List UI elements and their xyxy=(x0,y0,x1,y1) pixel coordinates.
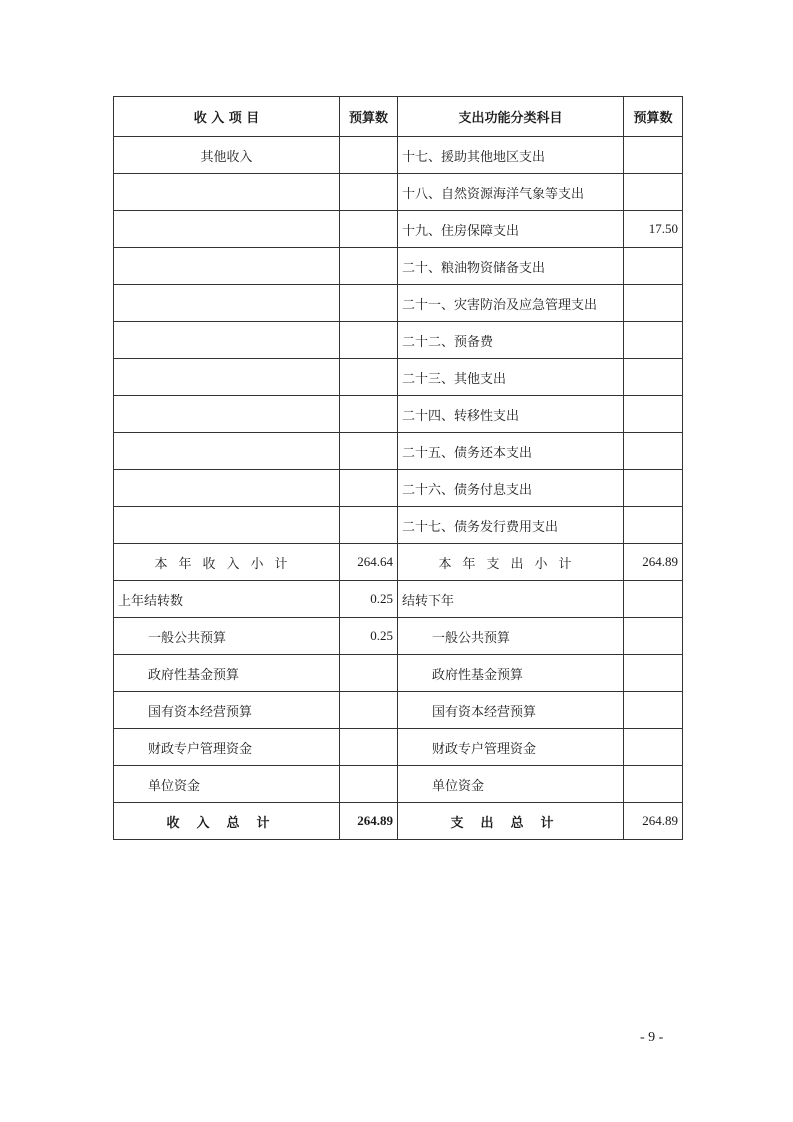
income-sub-item: 一般公共预算 xyxy=(114,618,340,655)
income-item xyxy=(114,322,340,359)
expense-value xyxy=(624,507,683,544)
expense-sub-value xyxy=(624,655,683,692)
table-row xyxy=(114,507,683,544)
sub-item-row xyxy=(114,655,683,692)
header-income-budget: 预算数 xyxy=(340,97,398,137)
income-item xyxy=(114,433,340,470)
income-value xyxy=(340,433,398,470)
income-total-value: 264.89 xyxy=(340,803,398,840)
total-row xyxy=(114,803,683,840)
table-row xyxy=(114,396,683,433)
expense-sub-value xyxy=(624,692,683,729)
expense-value xyxy=(624,248,683,285)
income-carry-label: 上年结转数 xyxy=(114,581,340,618)
header-income-item: 收 入 项 目 xyxy=(114,97,340,137)
income-value xyxy=(340,285,398,322)
income-item xyxy=(114,470,340,507)
expense-item: 二十、粮油物资储备支出 xyxy=(398,248,624,285)
income-sub-item: 国有资本经营预算 xyxy=(114,692,340,729)
income-carry-value: 0.25 xyxy=(340,581,398,618)
sub-item-row xyxy=(114,729,683,766)
header-expense-item: 支出功能分类科目 xyxy=(398,97,624,137)
table-row xyxy=(114,470,683,507)
expense-sub-value xyxy=(624,618,683,655)
expense-item: 二十三、其他支出 xyxy=(398,359,624,396)
header-expense-budget: 预算数 xyxy=(624,97,683,137)
expense-total-label: 支出总计 xyxy=(398,803,624,840)
table-row xyxy=(114,359,683,396)
carry-row xyxy=(114,581,683,618)
table-row xyxy=(114,137,683,174)
expense-total-value: 264.89 xyxy=(624,803,683,840)
income-item xyxy=(114,285,340,322)
income-sub-value xyxy=(340,655,398,692)
income-item xyxy=(114,396,340,433)
income-value xyxy=(340,396,398,433)
income-item xyxy=(114,248,340,285)
budget-table xyxy=(113,96,683,840)
expense-value: 17.50 xyxy=(624,211,683,248)
expense-value xyxy=(624,285,683,322)
table-row xyxy=(114,433,683,470)
table-header-row xyxy=(114,97,683,137)
income-item: 其他收入 xyxy=(114,137,340,174)
expense-subtotal-value: 264.89 xyxy=(624,544,683,581)
expense-item: 十八、自然资源海洋气象等支出 xyxy=(398,174,624,211)
income-item xyxy=(114,359,340,396)
table-row xyxy=(114,174,683,211)
income-total-label: 收入总计 xyxy=(114,803,340,840)
expense-item: 十九、住房保障支出 xyxy=(398,211,624,248)
expense-item: 十七、援助其他地区支出 xyxy=(398,137,624,174)
expense-sub-value xyxy=(624,766,683,803)
table-row xyxy=(114,211,683,248)
expense-sub-item: 政府性基金预算 xyxy=(398,655,624,692)
expense-value xyxy=(624,433,683,470)
income-sub-item: 政府性基金预算 xyxy=(114,655,340,692)
income-sub-item: 财政专户管理资金 xyxy=(114,729,340,766)
income-value xyxy=(340,507,398,544)
expense-sub-item: 一般公共预算 xyxy=(398,618,624,655)
expense-sub-item: 财政专户管理资金 xyxy=(398,729,624,766)
subtotal-row xyxy=(114,544,683,581)
income-value xyxy=(340,248,398,285)
income-sub-item: 单位资金 xyxy=(114,766,340,803)
expense-sub-item: 国有资本经营预算 xyxy=(398,692,624,729)
sub-item-row xyxy=(114,618,683,655)
income-sub-value xyxy=(340,766,398,803)
income-subtotal-value: 264.64 xyxy=(340,544,398,581)
expense-item: 二十六、债务付息支出 xyxy=(398,470,624,507)
income-item xyxy=(114,507,340,544)
sub-item-row xyxy=(114,692,683,729)
table-row xyxy=(114,285,683,322)
income-value xyxy=(340,470,398,507)
expense-value xyxy=(624,396,683,433)
page-number: - 9 - xyxy=(640,1030,664,1045)
income-item xyxy=(114,174,340,211)
expense-sub-item: 单位资金 xyxy=(398,766,624,803)
expense-item: 二十七、债务发行费用支出 xyxy=(398,507,624,544)
income-sub-value xyxy=(340,729,398,766)
income-value xyxy=(340,211,398,248)
expense-subtotal-label: 本年支出小计 xyxy=(398,544,624,581)
sub-item-row xyxy=(114,766,683,803)
expense-value xyxy=(624,137,683,174)
expense-item: 二十二、预备费 xyxy=(398,322,624,359)
income-sub-value xyxy=(340,692,398,729)
table-row xyxy=(114,248,683,285)
expense-value xyxy=(624,322,683,359)
expense-sub-value xyxy=(624,729,683,766)
income-sub-value: 0.25 xyxy=(340,618,398,655)
expense-item: 二十四、转移性支出 xyxy=(398,396,624,433)
expense-value xyxy=(624,470,683,507)
income-value xyxy=(340,174,398,211)
income-item xyxy=(114,211,340,248)
income-subtotal-label: 本年收入小计 xyxy=(114,544,340,581)
income-value xyxy=(340,322,398,359)
expense-item: 二十一、灾害防治及应急管理支出 xyxy=(398,285,624,322)
expense-carry-value xyxy=(624,581,683,618)
expense-value xyxy=(624,174,683,211)
expense-carry-label: 结转下年 xyxy=(398,581,624,618)
income-value xyxy=(340,359,398,396)
income-value xyxy=(340,137,398,174)
expense-item: 二十五、债务还本支出 xyxy=(398,433,624,470)
table-row xyxy=(114,322,683,359)
expense-value xyxy=(624,359,683,396)
